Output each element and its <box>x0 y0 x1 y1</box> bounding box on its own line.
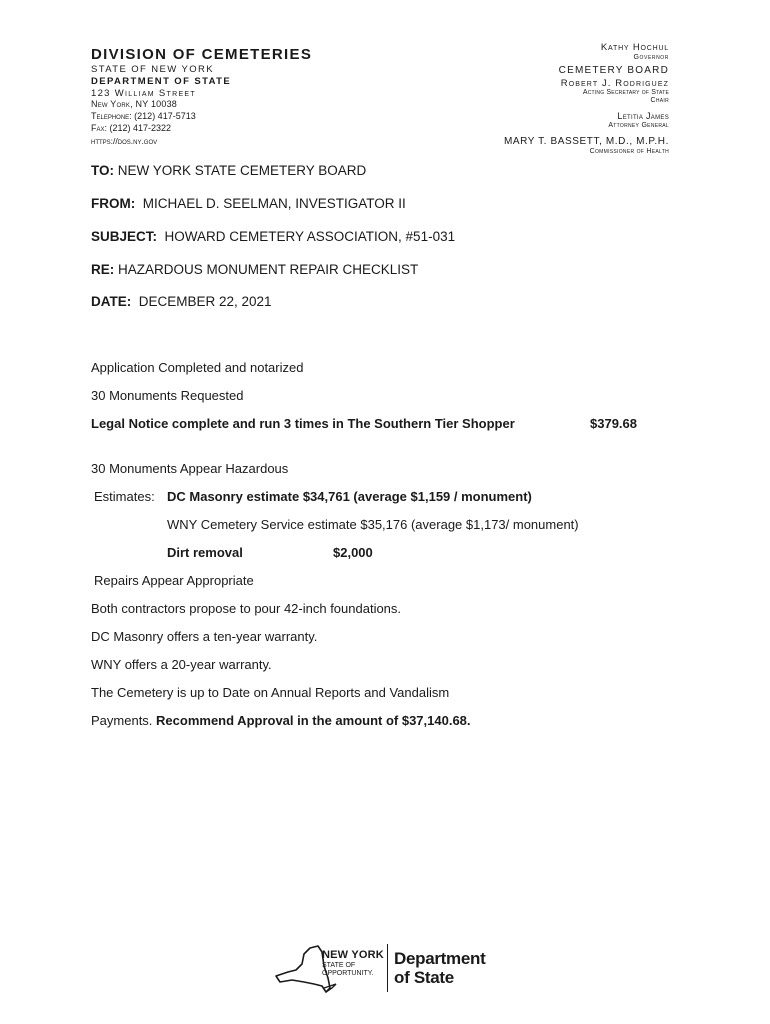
division-title: DIVISION OF CEMETERIES <box>91 46 313 63</box>
memo-from-label: FROM: <box>91 196 136 211</box>
ny-logo-text: NEW YORK <box>322 949 384 961</box>
memo-from <box>91 196 406 211</box>
chair-title: Acting Secretary of State <box>582 89 669 96</box>
memo-date-value: DECEMBER 22, 2021 <box>131 294 272 309</box>
governor-title: Governor <box>633 54 669 61</box>
health-commissioner-name: MARY T. BASSETT, M.D., M.P.H. <box>503 136 669 147</box>
street-address: 123 William Street <box>91 88 196 99</box>
chair-role: Chair <box>650 97 669 104</box>
memo-re-label: RE: <box>91 262 115 277</box>
recommendation-prefix: Payments. <box>91 713 157 728</box>
cemetery-board: CEMETERY BOARD <box>558 65 669 76</box>
logo-divider <box>387 944 388 992</box>
fax: Fax: (212) 417-2322 <box>91 123 172 133</box>
memo-re <box>91 262 418 277</box>
legal-notice-amount: $379.68 <box>590 416 637 431</box>
website-link[interactable]: https://dos.ny.gov <box>91 136 158 146</box>
application-status: Application Completed and notarized <box>91 360 304 375</box>
memo-subject <box>91 229 455 244</box>
memo-date-label: DATE: <box>91 294 132 309</box>
legal-notice: Legal Notice complete and run 3 times in The Southern Tier Shopper <box>91 416 515 431</box>
dc-warranty: DC Masonry offers a ten-year warranty. <box>91 629 318 644</box>
dos-logo-line-2: of State <box>394 968 454 987</box>
estimate-wny: WNY Cemetery Service estimate $35,176 (average $1,173/ monument) <box>167 517 579 532</box>
health-commissioner-title: Commissioner of Health <box>589 148 669 155</box>
governor-name: Kathy Hochul <box>600 42 669 53</box>
repairs-appropriate: Repairs Appear Appropriate <box>94 573 254 588</box>
monuments-requested: 30 Monuments Requested <box>91 388 244 403</box>
memo-subject-value: HOWARD CEMETERY ASSOCIATION, #51-031 <box>157 229 456 244</box>
memo-subject-label: SUBJECT: <box>91 229 158 244</box>
chair-name: Robert J. Rodriguez <box>560 78 669 89</box>
memo-to <box>91 163 366 178</box>
department-name: DEPARTMENT OF STATE <box>91 76 232 87</box>
memo-from-value: MICHAEL D. SEELMAN, INVESTIGATOR II <box>135 196 406 211</box>
city-address: New York, NY 10038 <box>91 99 177 109</box>
memo-date <box>91 294 272 309</box>
memo-to-value: NEW YORK STATE CEMETERY BOARD <box>114 163 367 178</box>
attorney-general-title: Attorney General <box>608 122 669 129</box>
state-name: STATE OF NEW YORK <box>91 64 215 75</box>
memo-re-value: HAZARDOUS MONUMENT REPAIR CHECKLIST <box>114 262 419 277</box>
estimates-label: Estimates: <box>94 489 155 504</box>
dos-logo-line-1: Department <box>394 949 486 968</box>
ny-logo-subtext-1: STATE OF <box>322 962 356 969</box>
telephone: Telephone: (212) 417-5713 <box>91 111 196 121</box>
recommendation <box>91 713 471 728</box>
annual-reports-note: The Cemetery is up to Date on Annual Reports and Vandalism <box>91 685 450 700</box>
attorney-general-name: Letitia James <box>617 111 669 121</box>
dirt-removal-amount: $2,000 <box>333 545 373 560</box>
dirt-removal-label: Dirt removal <box>167 545 243 560</box>
recommendation-amount: Recommend Approval in the amount of $37,140.68. <box>156 713 471 728</box>
ny-logo-subtext-2: OPPORTUNITY. <box>322 970 374 977</box>
foundations-note: Both contractors propose to pour 42-inch foundations. <box>91 601 402 616</box>
monuments-hazardous: 30 Monuments Appear Hazardous <box>91 461 289 476</box>
estimate-dc-masonry: DC Masonry estimate $34,761 (average $1,159 / monument) <box>167 489 532 504</box>
wny-warranty: WNY offers a 20-year warranty. <box>91 657 272 672</box>
memo-to-label: TO: <box>91 163 114 178</box>
